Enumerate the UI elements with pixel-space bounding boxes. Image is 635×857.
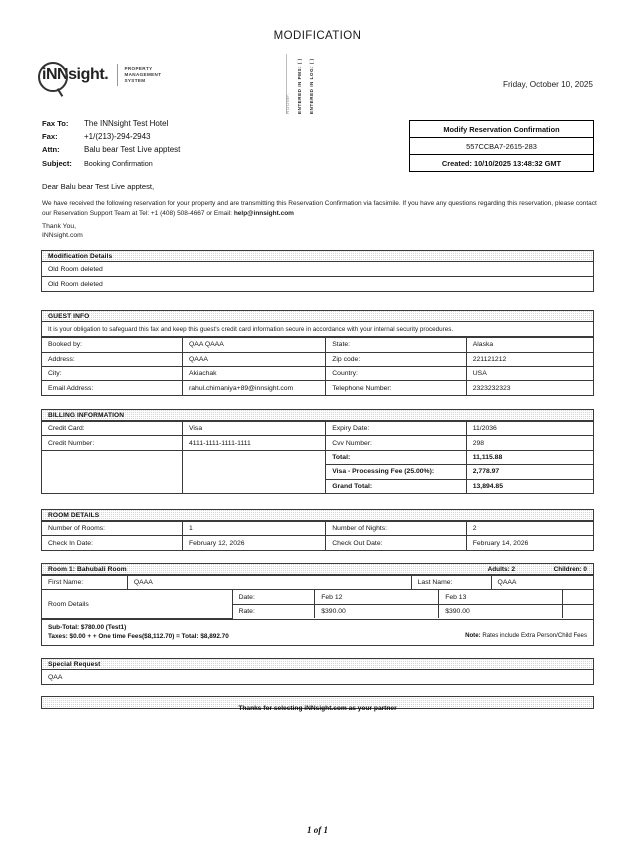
- special-request-title: Special Request: [48, 661, 101, 668]
- room-one-section: [41, 563, 594, 646]
- country-value: USA: [466, 366, 593, 380]
- logo-tagline-line2: MANAGEMENT: [124, 71, 162, 77]
- rates-note: [465, 631, 587, 640]
- guest-info-title: GUEST INFO: [48, 313, 90, 320]
- confirmation-box: [409, 120, 594, 172]
- room-one-totals-strip: [42, 619, 593, 645]
- rate-value-empty: [563, 604, 593, 618]
- document-sheet: [16, 6, 619, 834]
- check-out-value: February 14, 2026: [466, 536, 593, 550]
- logo-tagline: [124, 66, 161, 85]
- special-request-section: [41, 658, 594, 685]
- guest-info-notice: It is your obligation to safeguard this fax and keep this guest's credit card information secure in accordance with your internal security procedures.: [42, 322, 593, 337]
- signoff-thanks: Thank You,: [42, 223, 77, 230]
- table-row: [42, 352, 593, 366]
- table-row: [42, 576, 593, 590]
- support-email: help@innsight.com: [233, 209, 294, 217]
- number-of-rooms-label: Number of Rooms:: [42, 522, 183, 536]
- modification-details-header: [42, 251, 593, 262]
- date-value-2: Feb 13: [439, 590, 563, 604]
- credit-number-label: Credit Number:: [42, 436, 183, 450]
- state-label: State:: [326, 338, 467, 352]
- last-name-label: Last Name:: [411, 576, 491, 590]
- table-row: [42, 536, 593, 550]
- fax-subject-label: Subject:: [42, 158, 72, 168]
- date-row-label: Date:: [232, 590, 315, 604]
- booked-by-value: QAA QAAA: [183, 338, 326, 352]
- state-value: Alaska: [466, 338, 593, 352]
- modification-details-title: Modification Details: [48, 253, 113, 260]
- room-one-totals: [42, 620, 593, 645]
- greeting-text: Dear Balu bear Test Live apptest,: [42, 182, 155, 191]
- room-details-header: [42, 510, 593, 521]
- total-label: Total:: [326, 450, 467, 464]
- grand-total-value: 13,894.85: [466, 479, 593, 493]
- expiry-date-label: Expiry Date:: [326, 422, 467, 436]
- stamp-entered-in-log: ENTERED IN LOG: ( ): [309, 58, 314, 114]
- room-details-section: [41, 509, 594, 551]
- fax-to-value: The INNsight Test Hotel: [84, 119, 169, 128]
- booked-by-label: Booked by:: [42, 338, 183, 352]
- special-request-value: QAA: [48, 673, 63, 681]
- table-row: [42, 522, 593, 536]
- signoff-company: INNsight.com: [42, 232, 83, 239]
- logo-tagline-line1: PROPERTY: [124, 65, 153, 71]
- guest-info-header: [42, 311, 593, 322]
- billing-information-title: BILLING INFORMATION: [48, 412, 125, 419]
- confirmation-heading: Modify Reservation Confirmation: [410, 121, 593, 138]
- guest-info-section: [41, 310, 594, 396]
- subtotal-line: Sub-Total: $780.00 (Test1): [48, 623, 127, 631]
- processing-fee-label: Visa - Processing Fee (25.00%):: [326, 465, 467, 479]
- credit-card-label: Credit Card:: [42, 422, 183, 436]
- billing-information-section: [41, 409, 594, 494]
- table-row: [42, 590, 593, 604]
- rate-row-label: Rate:: [232, 604, 315, 618]
- special-request-header: [42, 659, 593, 670]
- rate-value-1: $390.00: [315, 604, 439, 618]
- cvv-label: Cvv Number:: [326, 436, 467, 450]
- check-in-label: Check In Date:: [42, 536, 183, 550]
- fax-attn-label: Attn:: [42, 145, 60, 155]
- room-one-guest-table: [42, 575, 593, 590]
- fax-header-block: [42, 119, 180, 172]
- email-label: Email Address:: [42, 381, 183, 395]
- rate-value-2: $390.00: [439, 604, 563, 618]
- credit-card-value: Visa: [183, 422, 326, 436]
- signoff-block: [42, 222, 83, 240]
- date-value-1: Feb 12: [315, 590, 439, 604]
- fax-number-value: +1/(213)-294-2943: [84, 132, 151, 142]
- partner-banner-text: Thanks for selecting iNNsight.com as your partner: [238, 705, 397, 712]
- rates-note-text: Rates include Extra Person/Child Fees: [480, 631, 587, 639]
- table-row: [42, 436, 593, 450]
- grand-total-label: Grand Total:: [326, 479, 467, 493]
- fax-to-label: Fax To:: [42, 119, 69, 128]
- document-date: Friday, October 10, 2025: [503, 80, 593, 89]
- page-number: 1 of 1: [307, 825, 328, 835]
- fax-number-line: [42, 132, 180, 141]
- billing-spacer-left: [42, 450, 183, 493]
- telephone-label: Telephone Number:: [326, 381, 467, 395]
- last-name-value: QAAA: [491, 576, 593, 590]
- credit-number-value: 4111-1111-1111-1111: [183, 436, 326, 450]
- room-one-rates-table: [42, 590, 593, 618]
- guest-info-table: [42, 337, 593, 395]
- room-details-title: ROOM DETAILS: [48, 512, 100, 519]
- logo-divider: [117, 64, 118, 86]
- logo-inn-text: iNN: [42, 66, 69, 83]
- billing-information-header: [42, 410, 593, 421]
- fax-to-line: [42, 119, 180, 128]
- magnifier-circle-icon: [38, 62, 68, 92]
- fax-number-label: Fax:: [42, 132, 58, 142]
- billing-table: [42, 421, 593, 493]
- telephone-value: 2323232323: [466, 381, 593, 395]
- stamp-room-number: ROOM#:: [285, 92, 290, 114]
- stamp-entered-in-pms: ENTERED IN PMS: ( ): [297, 58, 302, 114]
- partner-banner: [41, 696, 594, 712]
- fax-attn-line: [42, 145, 180, 154]
- confirmation-number: 557CCBA7-2615-283: [410, 138, 593, 155]
- processing-fee-value: 2,778.97: [466, 465, 593, 479]
- room-one-adults: Adults: 2: [487, 566, 515, 573]
- room-details-table: [42, 521, 593, 550]
- address-label: Address:: [42, 352, 183, 366]
- check-in-value: February 12, 2026: [183, 536, 326, 550]
- logo-tagline-line3: SYSTEM: [124, 78, 146, 84]
- logo-sight-text: sight: [68, 66, 105, 83]
- zip-code-label: Zip code:: [326, 352, 467, 366]
- table-row: [42, 381, 593, 395]
- taxes-line: Taxes: $0.00 + + One time Fees($8,112.70) = Total: $8,892.70: [48, 632, 229, 640]
- intro-paragraph: [42, 199, 597, 218]
- zip-code-value: 221121212: [466, 352, 593, 366]
- expiry-date-value: 11/2036: [466, 422, 593, 436]
- room-one-children: Children: 0: [553, 566, 587, 573]
- intro-paragraph-text: We have received the following reservation for your property and are transmitting this Reservation Confirmation via facsimile. If you have any questions regarding this reservation, please contact our Reservation Support Team at Tel: +1 (408) 508-4667 or Email:: [42, 200, 597, 217]
- table-row: [42, 422, 593, 436]
- modification-row-1: Old Room deleted: [42, 262, 593, 277]
- total-value: 11,115.88: [466, 450, 593, 464]
- number-of-nights-value: 2: [466, 522, 593, 536]
- billing-spacer-mid: [183, 450, 326, 493]
- number-of-nights-label: Number of Nights:: [326, 522, 467, 536]
- table-row: [42, 338, 593, 352]
- cvv-value: 298: [466, 436, 593, 450]
- city-value: Akiachak: [183, 366, 326, 380]
- table-row: [42, 366, 593, 380]
- logo-mark: [42, 66, 108, 84]
- room-one-title: Room 1: Bahubali Room: [48, 566, 127, 573]
- number-of-rooms-value: 1: [183, 522, 326, 536]
- address-value: QAAA: [183, 352, 326, 366]
- room-one-header: [42, 564, 593, 575]
- modification-row-2: Old Room deleted: [48, 280, 103, 288]
- fax-subject-line: [42, 159, 180, 168]
- modification-details-section: [41, 250, 594, 292]
- first-name-label: First Name:: [42, 576, 127, 590]
- confirmation-created: Created: 10/10/2025 13:48:32 GMT: [441, 158, 562, 168]
- room-details-cell-label: Room Details: [42, 590, 232, 618]
- entry-stamp-block: [278, 44, 314, 116]
- fax-subject-value: Booking Confirmation: [84, 158, 153, 168]
- page-title: MODIFICATION: [273, 30, 362, 42]
- city-label: City:: [42, 366, 183, 380]
- first-name-value: QAAA: [127, 576, 411, 590]
- email-value: rahul.chimaniya+89@innsight.com: [183, 381, 326, 395]
- innsight-logo: [42, 64, 161, 86]
- table-row: [42, 450, 593, 464]
- date-value-empty: [563, 590, 593, 604]
- rates-note-label: Note:: [465, 631, 481, 639]
- logo-dot-text: .: [104, 66, 109, 83]
- country-label: Country:: [326, 366, 467, 380]
- fax-attn-value: Balu bear Test Live apptest: [84, 145, 181, 155]
- check-out-label: Check Out Date:: [326, 536, 467, 550]
